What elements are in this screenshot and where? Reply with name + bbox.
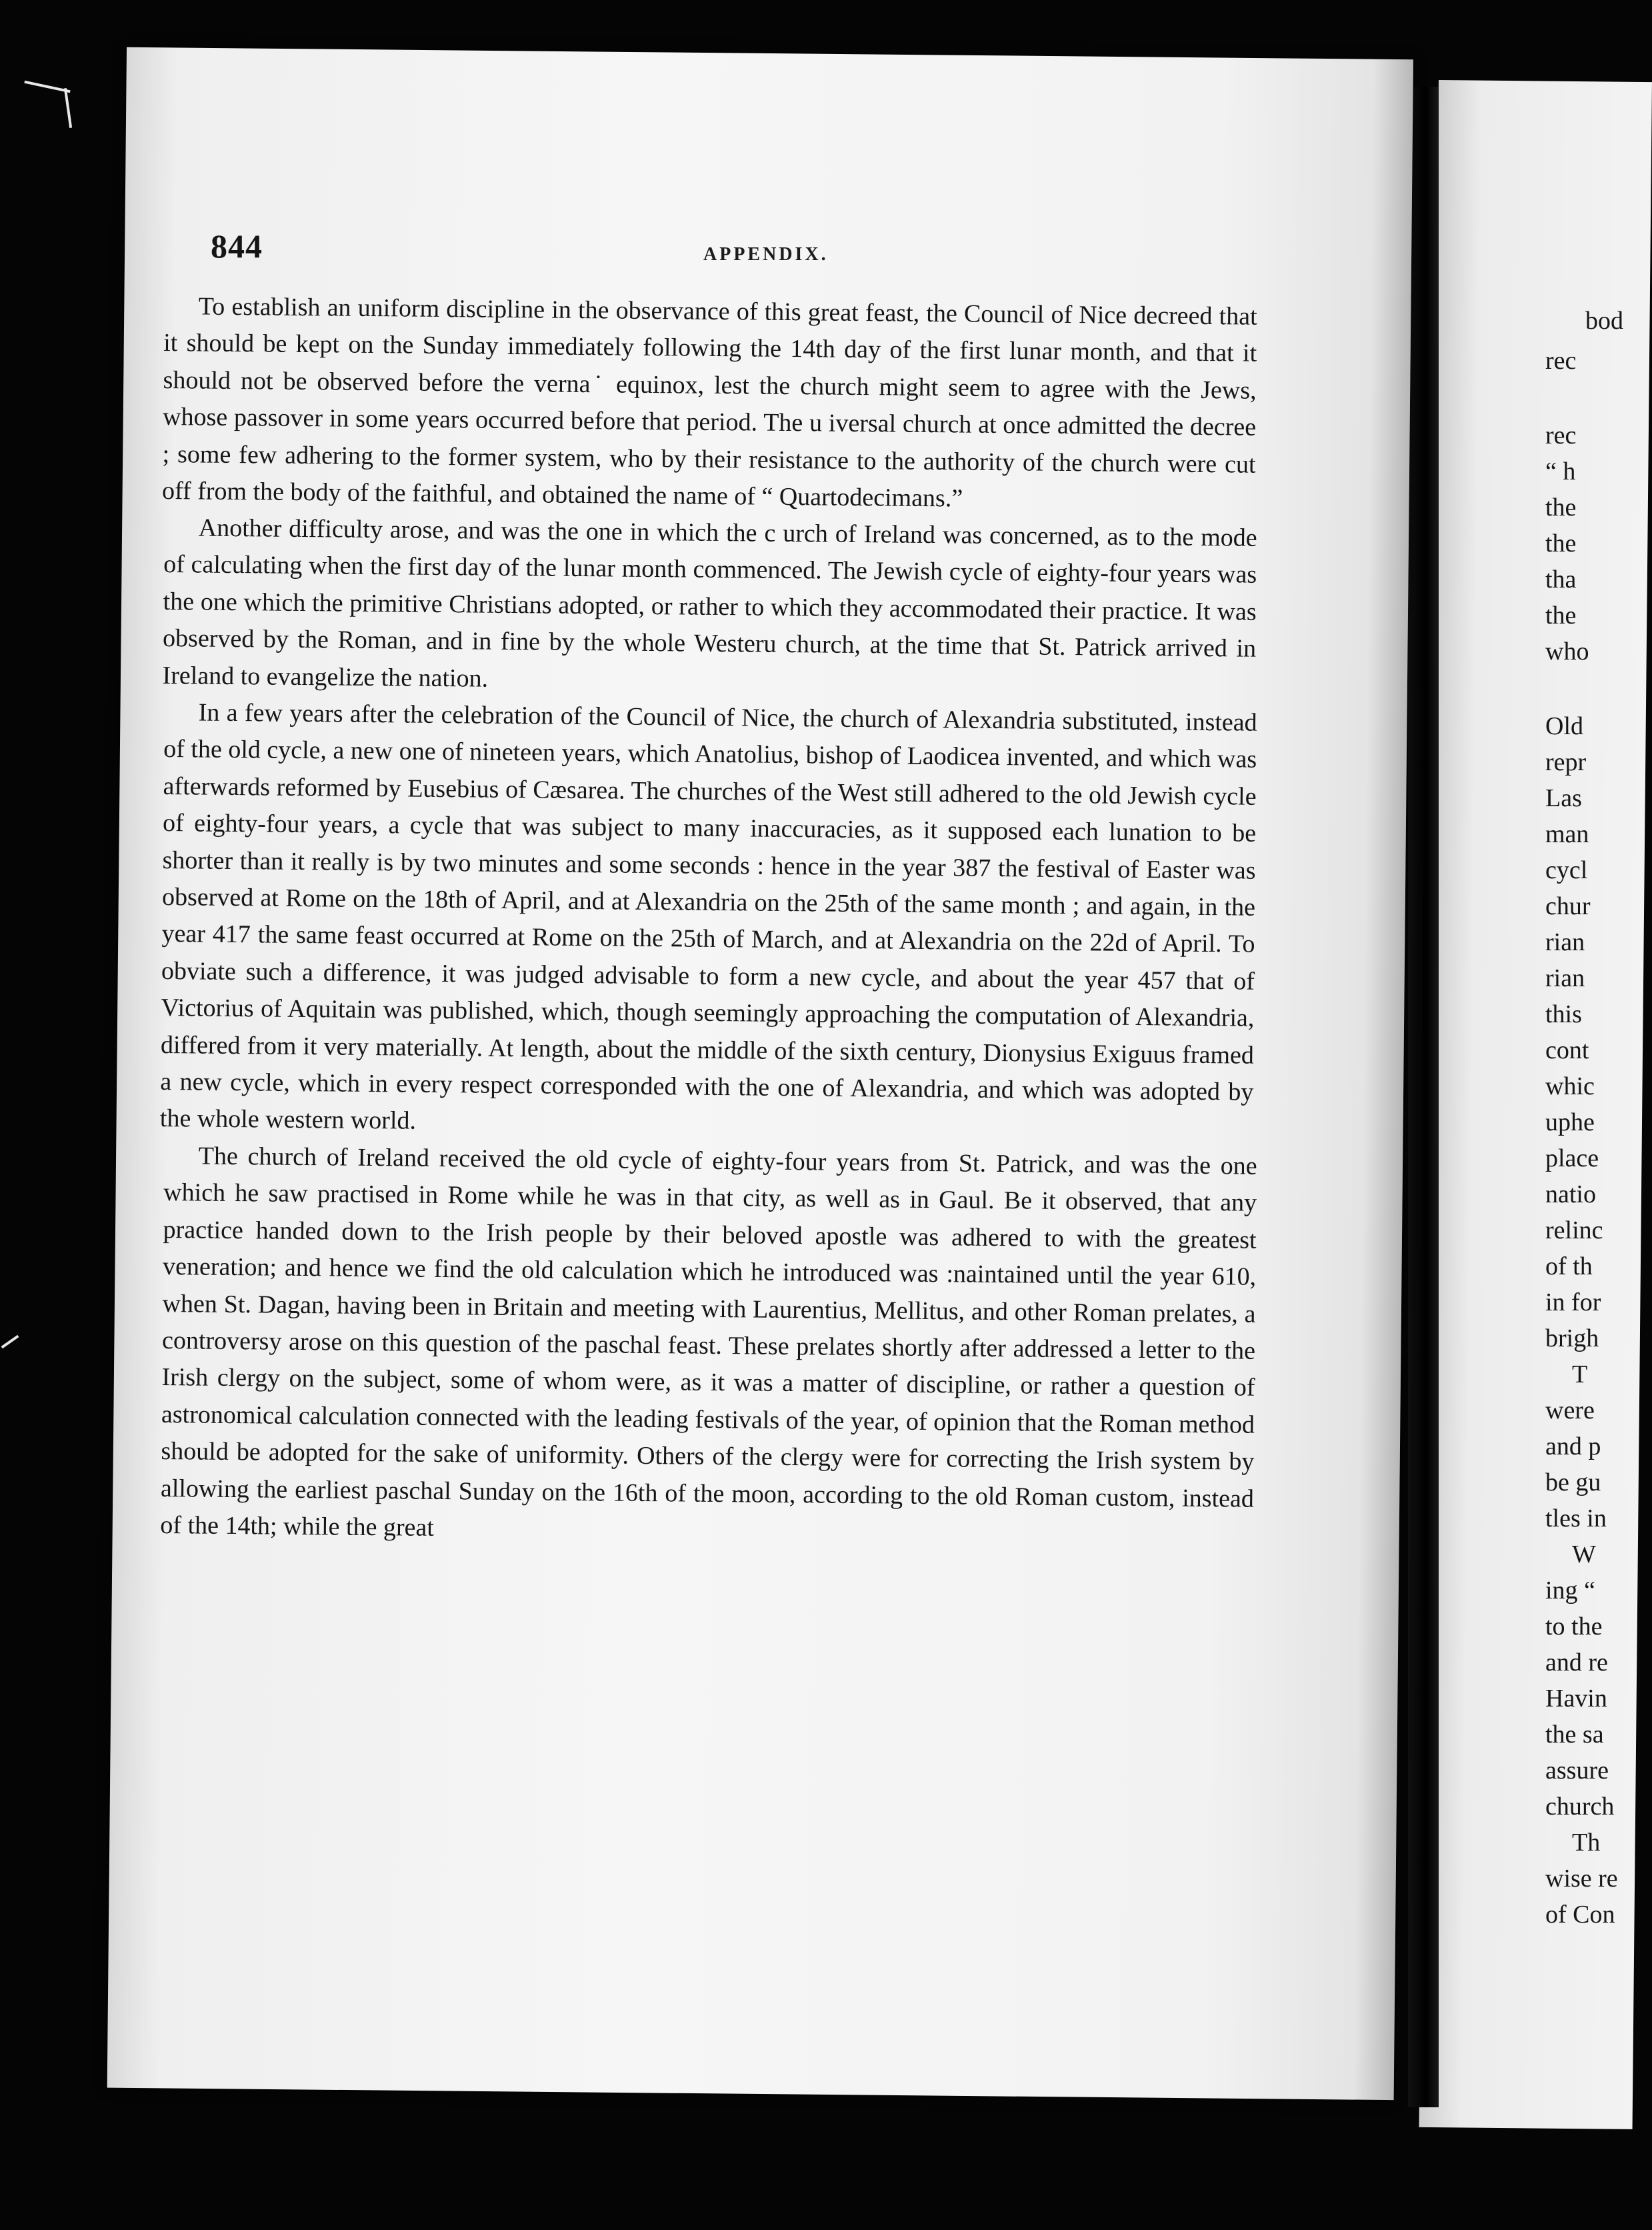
- right-page: [1419, 80, 1652, 2129]
- right-page-fragment: of th: [1545, 1252, 1593, 1280]
- right-page-fragment: in for: [1545, 1288, 1601, 1316]
- right-page-fragment: T: [1572, 1360, 1588, 1388]
- paragraph-4: The church of Ireland received the old cycle of eighty-four years from St. Patrick, and was the one which he saw practised in Rome while he was in that city, as well as in Gaul. Be it observed, that any practice handed down to the Irish people by their beloved apostle was adhered to with the greatest veneration; and hence we find the old calculation which he introduced was :naintained until the year 610, when St. Dagan, having been in Britain and meeting with Laurentius, Mellitus, and other Roman prelates, a controversy arose on this question of the paschal feast. These prelates shortly after addressed a letter to the Irish clergy on the subject, some of whom were, as it was a matter of discipline, or rather a question of astronomical calculation connected with the leading festivals of the year, of opinion that the Roman method should be adopted for the sake of uniformity. Others of the clergy were for correcting the Irish system by allowing the earliest paschal Sunday on the 16th of the moon, according to the old Roman custom, instead of the 14th; while the great: [160, 1142, 1257, 1542]
- right-page-fragment: tha: [1545, 566, 1577, 594]
- right-page-fragment: natio: [1545, 1180, 1596, 1208]
- right-page-fragment: cycl: [1545, 856, 1588, 884]
- right-page-fragment: “ h: [1545, 457, 1576, 485]
- running-head: APPENDIX.: [703, 244, 829, 265]
- right-page-fragment: place: [1545, 1144, 1599, 1172]
- right-page-fragment: were: [1545, 1396, 1595, 1424]
- right-page-fragment: rian: [1545, 964, 1585, 992]
- right-page-fragment: Th: [1572, 1829, 1601, 1857]
- right-page-fragment: who: [1545, 638, 1589, 666]
- paragraph-2: Another difficulty arose, and was the one in which the c urch of Ireland was concerned, as to the mode of calculating when the first day of the lunar month commenced. The Jewish cycle of eighty-four years was the one which the primitive Christians adopted, or rather to which they accommodated their practice. It was observed by the Roman, and in fine by the whole Westeru church, at the time that St. Patrick arrived in Ireland to evangelize the nation.: [162, 513, 1257, 693]
- right-page-fragment: rec: [1545, 421, 1577, 449]
- right-page-fragment: repr: [1545, 748, 1587, 776]
- right-page-fragment: W: [1572, 1540, 1596, 1568]
- right-page-fragment: Old: [1545, 712, 1583, 740]
- right-page-fragment: tles in: [1545, 1504, 1607, 1532]
- right-page-fragment: the: [1545, 602, 1577, 630]
- paragraph-3: In a few years after the celebration of the Council of Nice, the church of Alexandria substituted, instead of the old cycle, a new one of nineteen years, which Anatolius, bishop of Laodicea invented, and which was afterwards reformed by Eusebius of Cæsarea. The churches of the West still adhered to the old Jewish cycle of eighty-four years, a cycle that was subject to many inaccuracies, as it supposed each lunation to be shorter than it really is by two minutes and some seconds : hence in the year 387 the festival of Easter was observed at Rome on the 18th of April, and at Alexandria on the 25th of the same month ; and again, in the year 417 the same feast occurred at Rome on the 25th of March, and at Alexandria on the 22d of April. To obviate such a difference, it was judged advisable to form a new cycle, and about the year 457 that of Victorius of Aquitain was published, which, though seemingly approaching the computation of Alexandria, differed from it very materially. At length, about the middle of the sixth century, Dionysius Exiguus framed a new cycle, which in every respect corresponded with the one of Alexandria, and which was adopted by the whole western world.: [159, 698, 1257, 1136]
- right-page-fragment: cont: [1545, 1036, 1589, 1064]
- book-gutter: [1408, 87, 1439, 2107]
- right-page-fragment: assure: [1545, 1757, 1609, 1785]
- right-page-fragment: and p: [1545, 1432, 1601, 1460]
- right-page-fragment: church: [1545, 1793, 1615, 1821]
- right-page-fragment: man: [1545, 820, 1589, 848]
- right-page-fragment: chur: [1545, 892, 1591, 920]
- right-page-fragment: the: [1545, 493, 1577, 521]
- right-page-fragment: uphe: [1545, 1108, 1595, 1136]
- body-text: [159, 288, 1257, 1544]
- paragraph-1: To establish an uniform discipline in the observance of this great feast, the Council of Nice decreed that it should be kept on the Sunday immediately following the 14th day of the first lunar month, and that it should not be observed before the verna˙ equinox, lest the church might seem to agree with the Jews, whose passover in some years occurred before that period. The u iversal church at once admitted the decree ; some few adhering to the former system, who by their resistance to the authority of the church were cut off from the body of the faithful, and obtained the name of “ Quartodecimans.”: [161, 292, 1257, 513]
- right-page-fragment: this: [1545, 1000, 1582, 1028]
- right-page-fragment: brigh: [1545, 1324, 1599, 1352]
- right-page-fragment: Las: [1545, 784, 1582, 812]
- right-page-fragment: and re: [1545, 1648, 1608, 1677]
- scan-artifact: [64, 88, 72, 128]
- right-page-fragment: be gu: [1545, 1468, 1601, 1496]
- right-page-fragment: the sa: [1545, 1721, 1604, 1749]
- right-page-fragment: rian: [1545, 928, 1585, 956]
- right-page-fragment: rec: [1545, 347, 1577, 375]
- right-page-fragment: Havin: [1545, 1685, 1607, 1713]
- scan-artifact: [1, 1335, 19, 1348]
- right-page-fragment: bod: [1585, 307, 1623, 335]
- right-page-fragment: the: [1545, 529, 1577, 558]
- right-page-fragment: of Con: [1545, 1901, 1615, 1929]
- scan-artifact: [24, 81, 70, 93]
- page-number: 844: [211, 227, 263, 265]
- right-page-fragment: to the: [1545, 1612, 1603, 1640]
- right-page-fragment: ing “: [1545, 1576, 1595, 1604]
- right-page-fragment: whic: [1545, 1072, 1595, 1100]
- right-page-fragment: wise re: [1545, 1865, 1618, 1893]
- right-page-fragment: relinc: [1545, 1216, 1603, 1244]
